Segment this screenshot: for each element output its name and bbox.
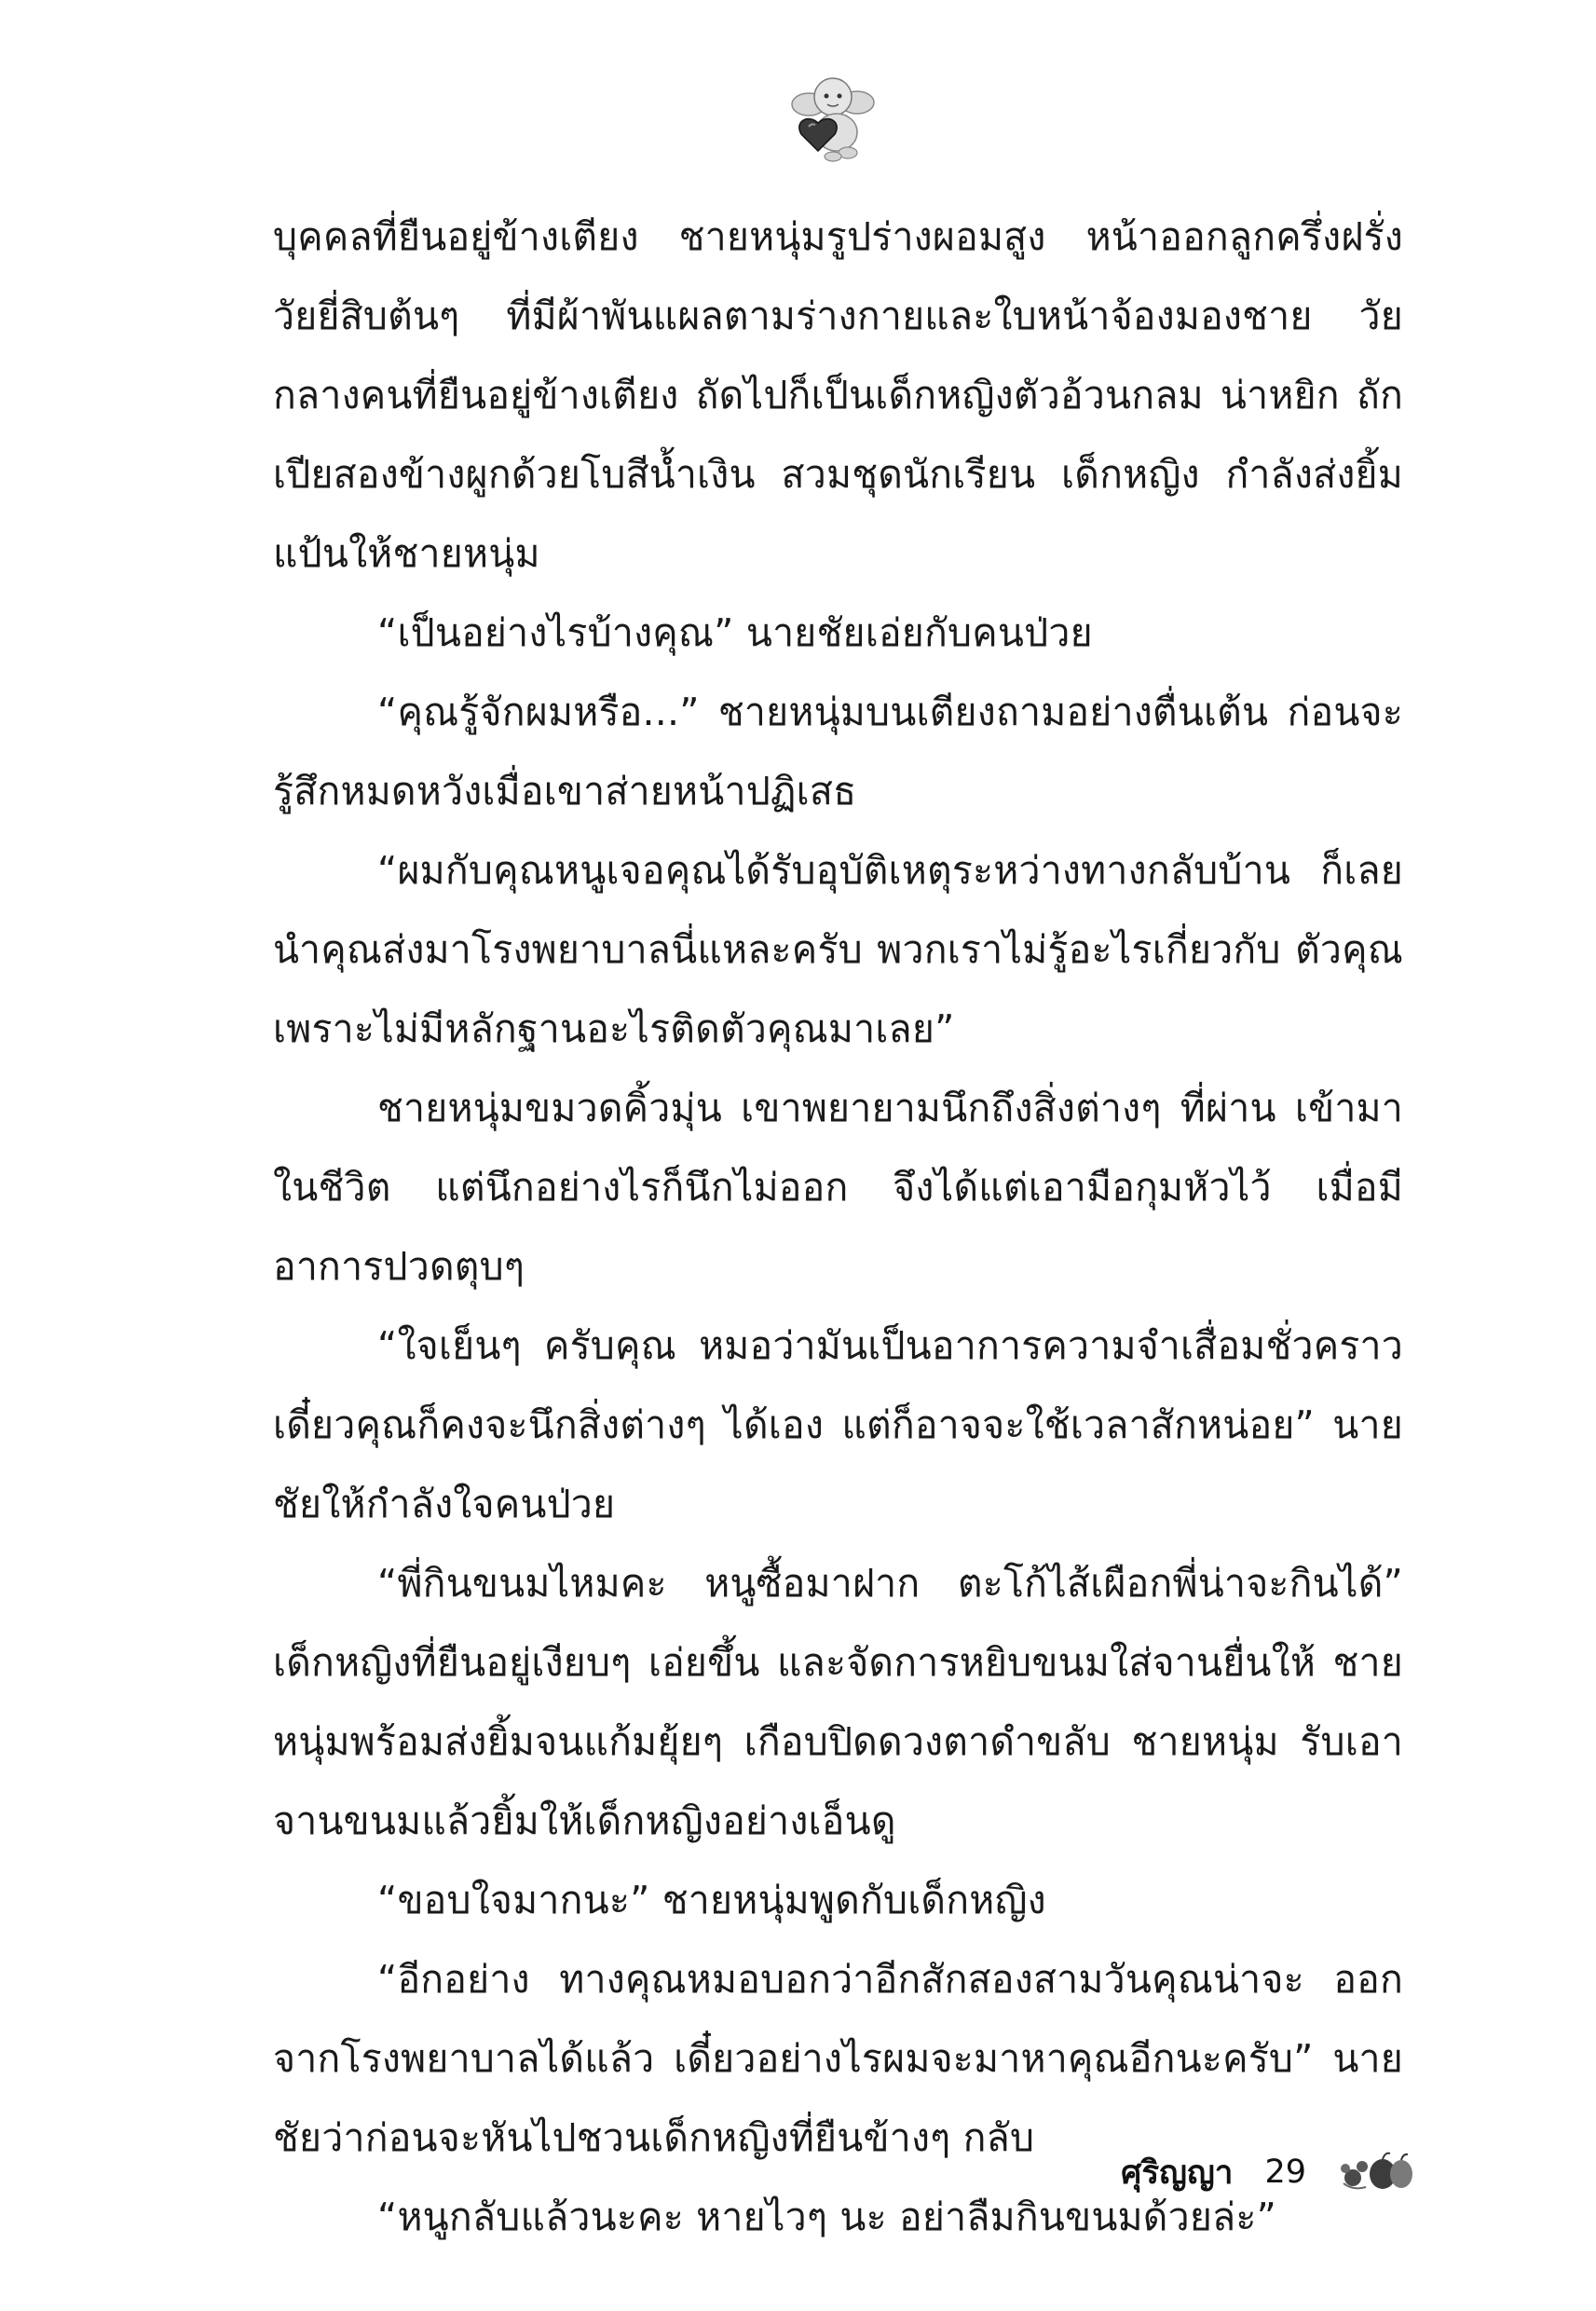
page-number: 29: [1264, 2154, 1306, 2191]
paragraph: “หนูกลับแล้วนะคะ หายไวๆ นะ อย่าลืมกินขนมด้วยล่ะ”: [377, 2195, 1277, 2239]
paragraph: “ผมกับคุณหนูเจอคุณได้รับอุบัติเหตุระหว่างทางกลับบ้าน ก็เลยนำคุณส่งมาโรงพยาบาลนี่แหละครับ พวกเราไม่รู้อะไรเกี่ยวกับ ตัวคุณ เพราะไม่มีหลักฐานอะไรติดตัวคุณมาเลย”: [273, 848, 1403, 1051]
paragraph: บุคคลที่ยืนอยู่ข้างเตียง ชายหนุ่มรูปร่างผอมสูง หน้าออกลูกครึ่งฝรั่ง วัยยี่สิบต้นๆ ที่มีผ้าพันแผลตามร่างกายและใบหน้าจ้องมองชาย วัยกลางคนที่ยืนอยู่ข้างเตียง ถัดไปก็เป็นเด็กหญิงตัวอ้วนกลม น่าหยิก ถักเปียสองข้างผูกด้วยโบสีน้ำเงิน สวมชุดนักเรียน เด็กหญิง กำลังส่งยิ้มแป้นให้ชายหนุ่ม: [273, 214, 1403, 576]
page-footer: [969, 2140, 1416, 2205]
footer-title: ศุริญญา: [1121, 2154, 1234, 2192]
paragraph: “ใจเย็นๆ ครับคุณ หมอว่ามันเป็นอาการความจำเสื่อมชั่วคราว เดี๋ยวคุณก็คงจะนึกสิ่งต่างๆ ได้เอง แต่ก็อาจจะใช้เวลาสักหน่อย” นายชัยให้กำลังใจคนป่วย: [273, 1323, 1403, 1526]
cherub-holding-heart-icon: [781, 65, 883, 168]
paragraph: “ขอบใจมากนะ” ชายหนุ่มพูดกับเด็กหญิง: [377, 1878, 1046, 1922]
paragraph: “พี่กินขนมไหมคะ หนูซื้อมาฝาก ตะโก้ไส้เผือกพี่น่าจะกินได้” เด็กหญิงที่ยืนอยู่เงียบๆ เอ่ยขึ้น และจัดการหยิบขนมใส่จานยื่นให้ ชายหนุ่มพร้อมส่งยิ้มจนแก้มยุ้ยๆ เกือบปิดดวงตาดำขลับ ชายหนุ่ม รับเอาจานขนมแล้วยิ้มให้เด็กหญิงอย่างเอ็นดู: [273, 1561, 1403, 1843]
paragraph: ชายหนุ่มขมวดคิ้วมุ่น เขาพยายามนึกถึงสิ่งต่างๆ ที่ผ่าน เข้ามาในชีวิต แต่นึกอย่างไรก็นึกไม่ออก จึงได้แต่เอามือกุมหัวไว้ เมื่อมีอาการปวดตุบๆ: [273, 1086, 1403, 1289]
paragraph: “อีกอย่าง ทางคุณหมอบอกว่าอีกสักสองสามวันคุณน่าจะ ออกจากโรงพยาบาลได้แล้ว เดี๋ยวอย่างไรผมจะมาหาคุณอีกนะครับ” นายชัยว่าก่อนจะหันไปชวนเด็กหญิงที่ยืนข้างๆ กลับ: [273, 1957, 1403, 2160]
paragraph: “คุณรู้จักผมหรือ...” ชายหนุ่มบนเตียงถามอย่างตื่นเต้น ก่อนจะรู้สึกหมดหวังเมื่อเขาส่ายหน้าปฏิเสธ: [273, 690, 1403, 814]
body-text: [273, 198, 1403, 2257]
paragraph: “เป็นอย่างไรบ้างคุณ” นายชัยเอ่ยกับคนป่วย: [377, 610, 1093, 655]
fruit-cluster-icon: [1334, 2146, 1416, 2198]
